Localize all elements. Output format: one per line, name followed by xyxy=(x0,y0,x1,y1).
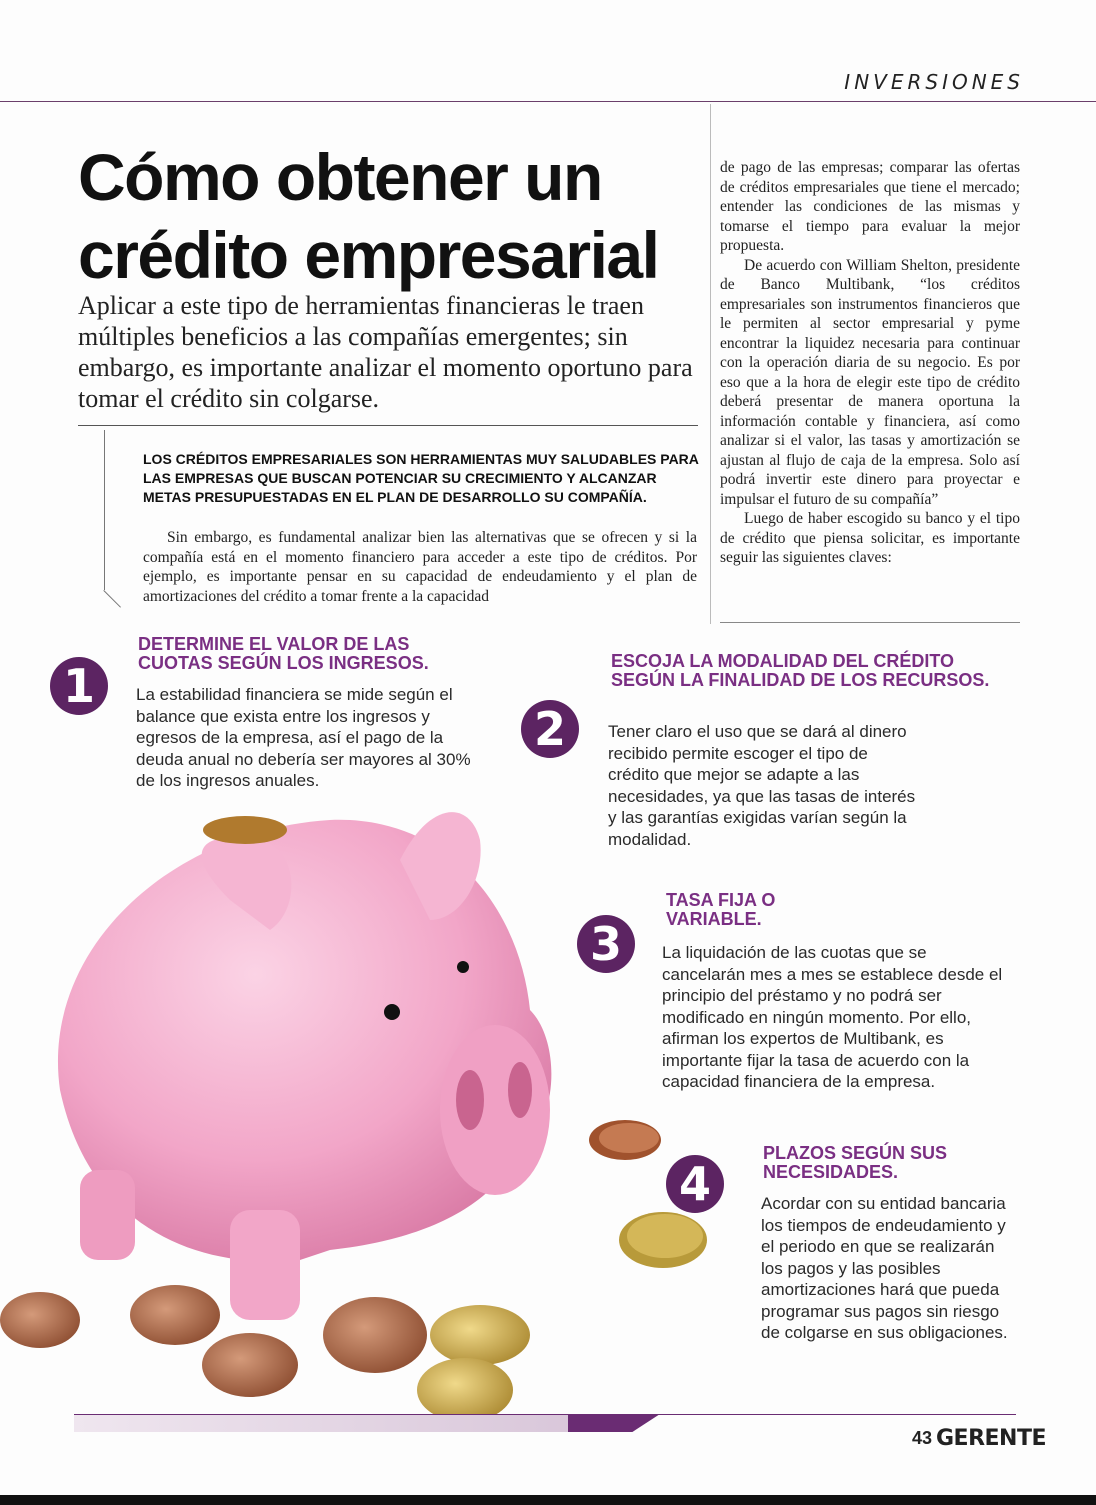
article-title: Cómo obtener un crédito empresarial xyxy=(78,140,659,292)
right-column-rule xyxy=(720,622,1020,623)
tip-2-body: Tener claro el uso que se dará al dinero recibido permite escoger el tipo de crédito que mejor se adapte a las necesidades, ya que las tasas de interés y las garantías exigidas varían según la modalidad. xyxy=(608,722,916,849)
right-column-paragraph: de pago de las empresas; comparar las ofertas de créditos empresariales que tiene el mercado; entender las condiciones de las mismas y tomarse el tiempo para evaluar la mejor propuesta. xyxy=(720,159,1020,254)
tip-1-heading: DETERMINE EL VALOR DE LAS CUOTAS SEGÚN LOS INGRESOS. xyxy=(138,634,429,673)
lead-paragraph: LOS CRÉDITOS EMPRESARIALES SON HERRAMIENTAS MUY SALUDABLES PARA LAS EMPRESAS QUE BUSCAN POTENCIAR SU CRECIMIENTO Y ALCANZAR METAS PRESUPUESTADAS EN EL PLAN DE DESARROLLO SU COMPAÑÍA. xyxy=(143,451,699,505)
footer-rule xyxy=(74,1414,1016,1415)
footer-band xyxy=(74,1414,574,1432)
tip-4-body: Acordar con su entidad bancaria los tiempos de endeudamiento y el periodo en que se realizarán los pagos y las posibles amortizaciones hará que pueda programar sus pagos sin riesgo de colgarse en sus obligaciones. xyxy=(761,1194,1008,1342)
column-divider xyxy=(710,104,711,624)
tip-3-number-badge: 3 xyxy=(577,915,635,973)
right-column-paragraph: Luego de haber escogido su banco y el tipo de crédito que piensa solicitar, es importante seguir las siguientes claves: xyxy=(720,510,1020,566)
lead-rule xyxy=(78,425,698,426)
brand-logo: GERENTE xyxy=(936,1426,1047,1451)
tip-4-heading: PLAZOS SEGÚN SUS NECESIDADES. xyxy=(763,1143,948,1182)
article-subtitle: Aplicar a este tipo de herramientas financieras le traen múltiples beneficios a las compañías emergentes; sin embargo, es importante analizar el momento oportuno para tomar el crédito sin colgarse. xyxy=(78,291,693,413)
body-paragraph-1: Sin embargo, es fundamental analizar bien las alternativas que se ofrecen y si la compañía está en el momento financiero para acceder a este tipo de créditos. Por ejemplo, es importante pensar en su capacidad de endeudamiento y el plan de amortizaciones del crédito a tomar frente a la capacidad xyxy=(143,529,697,605)
tip-2-number-badge: 2 xyxy=(521,700,579,758)
lead-bracket xyxy=(104,430,105,590)
lead-bracket-corner xyxy=(103,590,121,608)
pig-body xyxy=(58,812,551,1320)
tip-3-heading: TASA FIJA O VARIABLE. xyxy=(666,890,776,929)
header-rule xyxy=(0,101,1096,102)
tip-1-number-badge: 1 xyxy=(50,657,108,715)
page-number: 43 xyxy=(912,1428,933,1448)
tip-2-heading: ESCOJA LA MODALIDAD DEL CRÉDITO SEGÚN LA FINALIDAD DE LOS RECURSOS. xyxy=(611,651,990,690)
right-column-paragraph: De acuerdo con William Shelton, presidente de Banco Multibank, “los créditos empresariales son instrumentos financieros que le permiten al sector empresarial y pyme encontrar la liquidez necesaria para continuar con la operación diaria de su negocio. Es por eso que a la hora de elegir este tipo de crédito deberá presentar de manera oportuna la información contable y financiera, así como analizar si el valor, las tasas y amortización se ajustan al flujo de caja de la empresa. Solo así podrá invertir este dinero para proyectar e impulsar el futuro de su compañía” xyxy=(720,256,1020,508)
right-column xyxy=(720,158,1020,568)
section-label: INVERSIONES xyxy=(844,70,1024,94)
tip-4-number-badge: 4 xyxy=(666,1155,724,1213)
tip-3-body: La liquidación de las cuotas que se cancelarán mes a mes se establece desde el principio del préstamo y no podrá ser modificado en ningún momento. Por ello, afirman los expertos de Multibank, es importante fijar la tasa de acuerdo con la capacidad financiera de la empresa. xyxy=(662,943,1003,1091)
tip-1-body: La estabilidad financiera se mide según el balance que exista entre los ingresos y egresos de la empresa, así el pago de la deuda anual no debería ser mayores al 30% de los ingresos anuales. xyxy=(136,685,471,790)
scan-edge-bar xyxy=(0,1495,1096,1505)
